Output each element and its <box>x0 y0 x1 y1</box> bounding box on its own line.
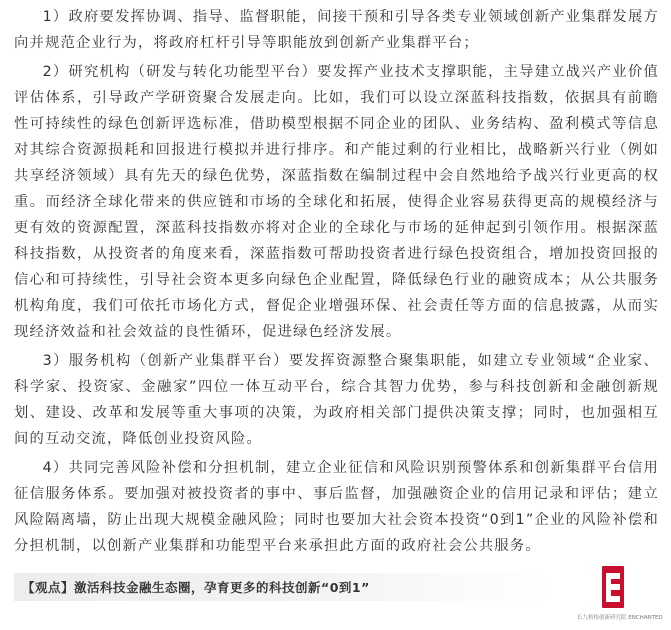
paragraph-3: 3）服务机构（创新产业集群平台）要发挥资源整合聚集职能，如建立专业领域“企业家、科学家、投资家、金融家”四位一体互动平台，综合其智力优势，参与科技创新和金融创新规划、建设、改革和发展等重大事项的决策，为政府相关部门提供决策支撑；同时，也加强相互间的互动交流，降低创业投资风险。 <box>14 353 659 447</box>
paragraph-1: 1）政府要发挥协调、指导、监督职能，间接干预和引导各类专业领域创新产业集群发展方向并规范企业行为，将政府杠杆引导等职能放到创新产业集群平台； <box>14 9 659 51</box>
paragraph-2: 2）研究机构（研发与转化功能型平台）要发挥产业技术支撑职能，主导建立战兴产业价值评估体系，引导政产学研资聚合发展走向。比如，我们可以设立深蓝科技指数，依据具有前瞻性可持续性的绿色创新评选标准，借助模型根据不同企业的团队、业务结构、盈利模式等信息对其综合资源损耗和回报进行模拟并进行排序。和产能过剩的行业相比，战略新兴行业（例如共享经济领域）具有先天的绿色优势，深蓝指数在编制过程中会自然地给予战兴行业更高的权重。而经济全球化带来的供应链和市场的全球化和拓展，使得企业容易获得更高的规模经济与更有效的资源配置，深蓝科技指数亦将对企业的全球化与市场的延伸起到引领作用。根据深蓝科技指数，从投资者的角度来看，深蓝指数可帮助投资者进行绿色投资组合，增加投资回报的信心和可持续性，引导社会资本更多向绿色企业配置，降低绿色行业的融资成本；从公共服务机构角度，我们可依托市场化方式，督促企业增强环保、社会责任等方面的信息披露，从而实现经济效益和社会效益的良性循环，促进绿色经济发展。 <box>14 64 659 340</box>
paragraph-4: 4）共同完善风险补偿和分担机制，建立企业征信和风险识别预警体系和创新集群平台信用征信服务体系。要加强对被投资者的事中、事后监督，加强融资企业的信用记录和评估；建立风险隔离墙，防止出现大规模金融风险；同时也要加大社会资本投资“0到1”企业的风险补偿和分担机制，以创新产业集群和功能型平台来承担此方面的政府社会公共服务。 <box>14 460 659 554</box>
brand-logo <box>573 560 663 626</box>
logo-caption: 长九格格创新研究院 ENCHANTED <box>577 615 663 621</box>
caption-text: 【观点】激活科技金融生态圈，孕育更多的科技创新“0到1” <box>22 580 370 595</box>
article-body <box>14 4 659 562</box>
red-seal-logo-icon <box>573 560 653 614</box>
caption-banner <box>14 573 552 601</box>
